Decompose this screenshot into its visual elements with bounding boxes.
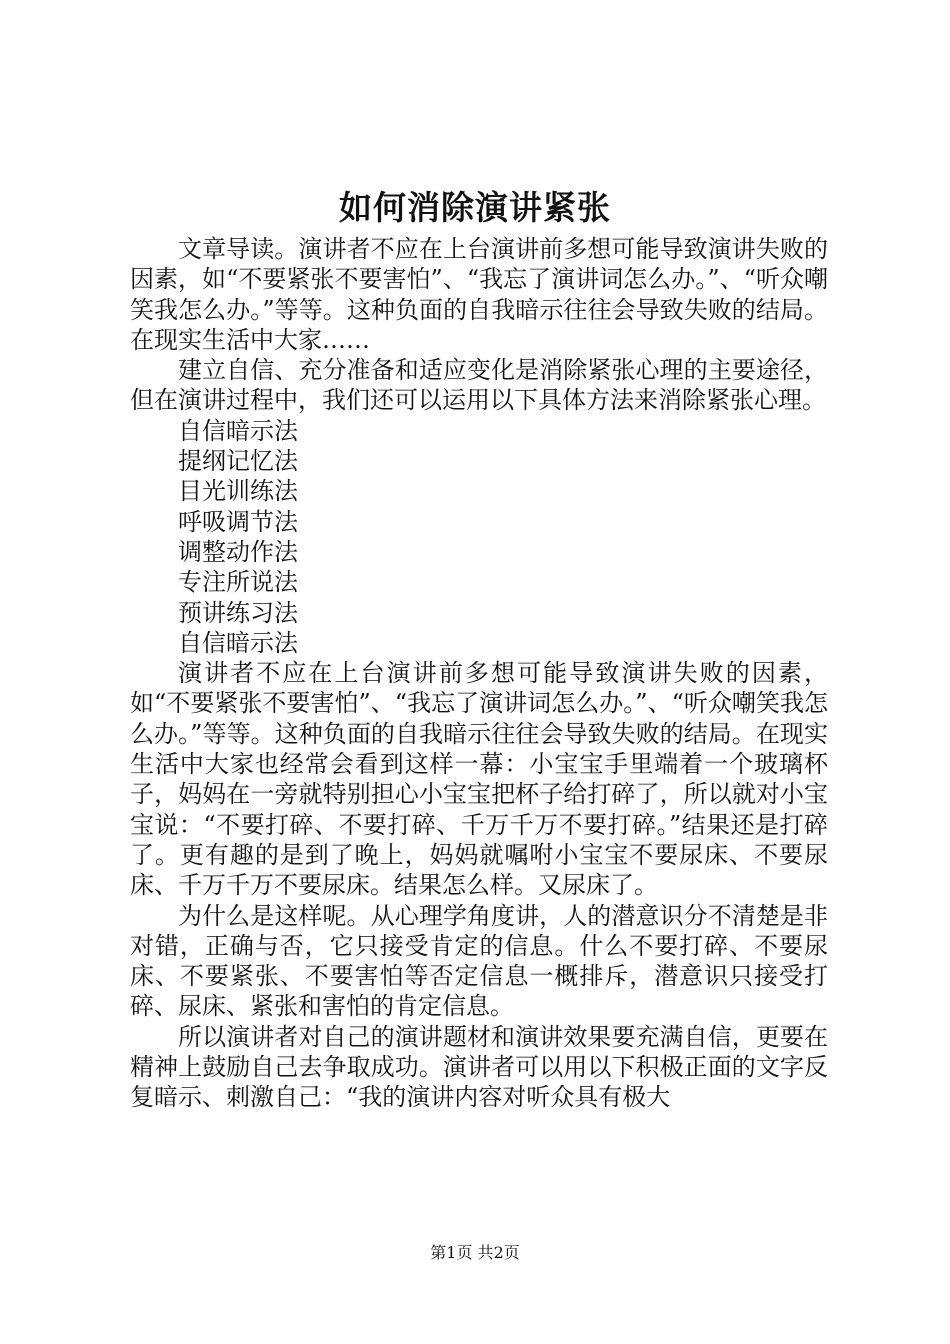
- total-prefix: 共: [477, 1243, 494, 1262]
- method-list: [130, 416, 828, 628]
- page-number-total: 2: [493, 1243, 504, 1262]
- overview-paragraph: 建立自信、充分准备和适应变化是消除紧张心理的主要途径，但在演讲过程中，我们还可以运用以下具体方法来消除紧张心理。: [130, 356, 828, 415]
- intro-paragraph: 文章导读。演讲者不应在上台演讲前多想可能导致演讲失败的因素，如“不要紧张不要害怕”、“我忘了演讲词怎么办。”、“听众嘲笑我怎么办。”等等。这种负面的自我暗示往往会导致失败的结局。在现实生活中大家……: [130, 235, 828, 354]
- body-paragraph: 所以演讲者对自己的演讲题材和演讲效果要充满自信，更要在精神上鼓励自己去争取成功。演讲者可以用以下积极正面的文字反复暗示、刺激自己：“我的演讲内容对听众具有极大: [130, 1022, 828, 1112]
- section-heading: 自信暗示法: [178, 628, 298, 657]
- page-title: 如何消除演讲紧张: [339, 188, 611, 227]
- method-item: 呼吸调节法: [178, 507, 298, 536]
- method-item: 自信暗示法: [178, 416, 298, 445]
- page-unit: 页: [456, 1243, 473, 1262]
- method-item: 专注所说法: [178, 568, 298, 597]
- method-item: 提纲记忆法: [178, 447, 298, 476]
- method-item: 预讲练习法: [178, 598, 298, 627]
- page-prefix: 第: [430, 1243, 447, 1262]
- total-unit: 页: [503, 1243, 520, 1262]
- body-paragraph: 为什么是这样呢。从心理学角度讲，人的潜意识分不清楚是非对错，正确与否，它只接受肯定的信息。什么不要打碎、不要尿床、不要紧张、不要害怕等否定信息一概排斥，潜意识只接受打碎、尿床、紧张和害怕的肯定信息。: [130, 901, 828, 1021]
- page-number-current: 1: [446, 1243, 457, 1262]
- method-item: 目光训练法: [178, 477, 298, 506]
- method-item: 调整动作法: [178, 537, 298, 566]
- body-paragraph: 演讲者不应在上台演讲前多想可能导致演讲失败的因素，如“不要紧张不要害怕”、“我忘了演讲词怎么办。”、“听众嘲笑我怎么办。”等等。这种负面的自我暗示往往会导致失败的结局。在现实生活中大家也经常会看到这样一幕：小宝宝手里端着一个玻璃杯子，妈妈在一旁就特别担心小宝宝把杯子给打碎了，所以就对小宝宝说：“不要打碎、不要打碎、千万千万不要打碎。”结果还是打碎了。更有趣的是到了晚上，妈妈就嘱咐小宝宝不要尿床、不要尿床、千万千万不要尿床。结果怎么样。又尿床了。: [130, 659, 828, 900]
- page-footer: [0, 1242, 950, 1264]
- document-body: [130, 234, 828, 1113]
